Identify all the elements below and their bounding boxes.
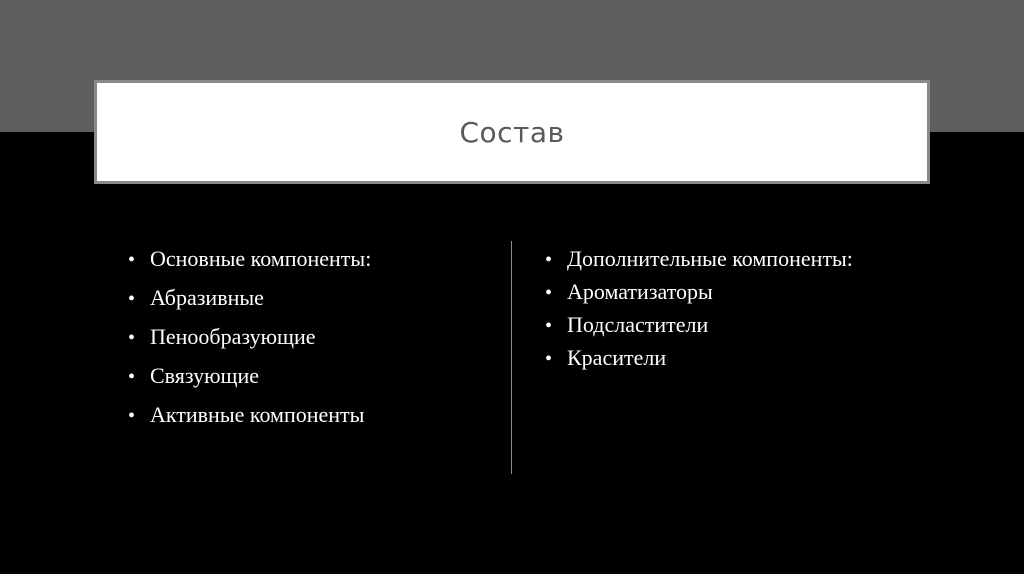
list-item <box>128 246 371 285</box>
list-item-text: Подсластители <box>567 312 709 337</box>
slide-title: Состав <box>459 115 565 149</box>
list-item <box>128 324 371 363</box>
list-item-text: Основные компоненты: <box>150 246 372 271</box>
bullet-icon: • <box>545 282 553 304</box>
bullet-icon: • <box>545 348 553 370</box>
list-item-text: Красители <box>567 345 667 370</box>
list-item <box>128 285 371 324</box>
list-item-text: Пенообразующие <box>150 324 316 349</box>
bullet-icon: • <box>128 249 136 271</box>
list-item <box>128 402 371 441</box>
list-item <box>545 345 853 378</box>
list-item-text: Ароматизаторы <box>567 279 713 304</box>
column-divider <box>511 241 512 474</box>
list-item <box>545 279 853 312</box>
title-box <box>94 80 930 184</box>
list-item-text: Связующие <box>150 363 260 388</box>
bullet-icon: • <box>545 249 553 271</box>
list-item-text: Абразивные <box>150 285 264 310</box>
list-item <box>545 246 853 279</box>
bullet-icon: • <box>545 315 553 337</box>
left-bullet-list <box>128 246 371 441</box>
bullet-icon: • <box>128 405 136 427</box>
list-item-text: Дополнительные компоненты: <box>567 246 853 271</box>
bullet-icon: • <box>128 288 136 310</box>
list-item <box>545 312 853 345</box>
list-item <box>128 363 371 402</box>
bullet-icon: • <box>128 327 136 349</box>
right-bullet-list <box>545 246 853 378</box>
list-item-text: Активные компоненты <box>150 402 365 427</box>
bullet-icon: • <box>128 366 136 388</box>
